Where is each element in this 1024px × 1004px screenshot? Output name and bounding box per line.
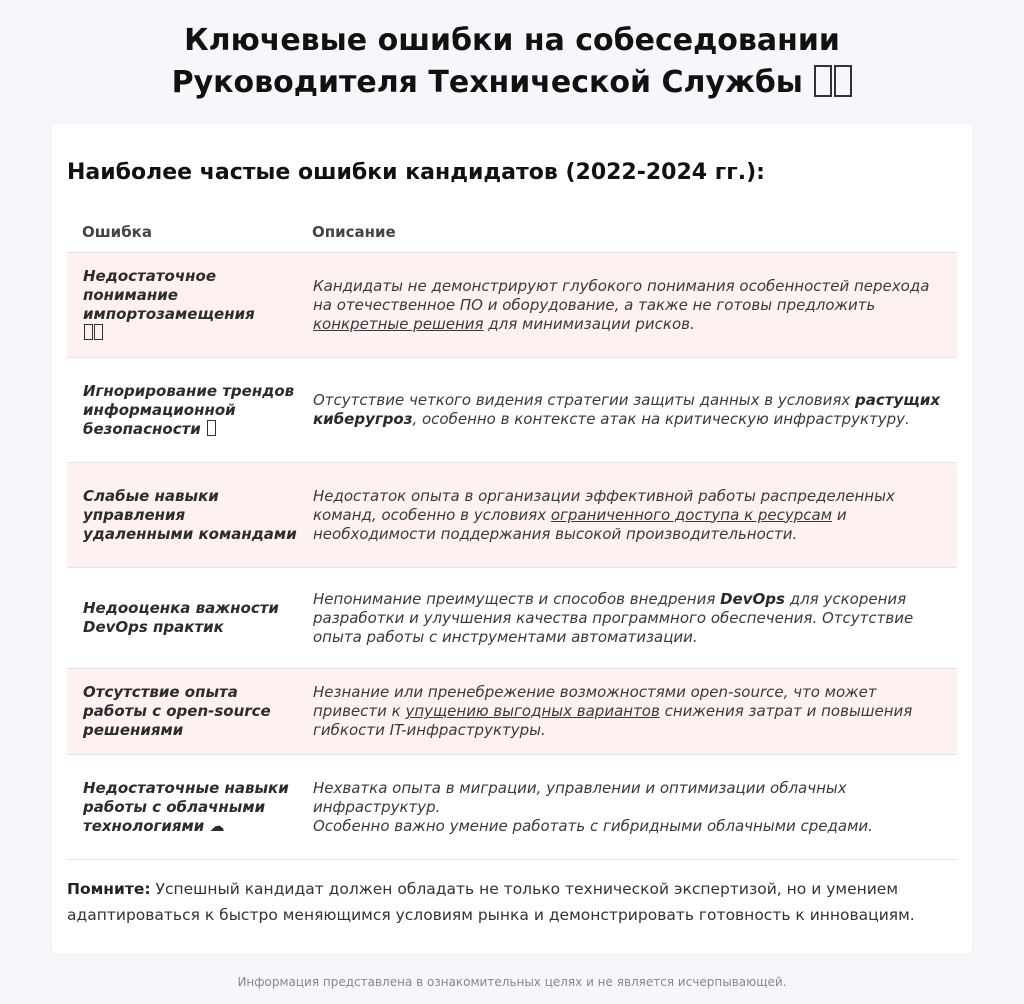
desc-text: снижения затрат и повышения гибкости IT-инфраструктуры. (313, 702, 913, 739)
desc-text: для минимизации рисков. (483, 314, 695, 333)
section-title: Наиболее частые ошибки кандидатов (2022-2024 гг.): (67, 160, 765, 185)
table-header (67, 212, 957, 253)
error-label: Недостаточные навыки работы с облачными технологиями (83, 778, 289, 835)
table-row (67, 669, 957, 755)
desc-text: и необходимости поддержания высокой производительности. (313, 505, 847, 543)
desc-underlined: ограниченного доступа к ресурсам (550, 505, 833, 524)
error-description (297, 590, 957, 647)
content-card (52, 124, 972, 954)
desc-text: Особенно важно умение работать с гибридными облачными средами. (313, 816, 873, 835)
desc-bold: DevOps (720, 589, 785, 608)
reminder-note (67, 876, 957, 928)
desc-underlined: упущению выгодных вариантов (405, 702, 660, 720)
error-name: Отсутствие опыта работы с open-source решениями (83, 683, 271, 739)
desc-bold: растущих киберугроз (313, 391, 941, 428)
unknown-emoji-icon (814, 65, 832, 97)
error-label: Игнорирование трендов информационной безопасности (83, 381, 295, 438)
table-row (67, 463, 957, 568)
errors-table (67, 212, 957, 860)
error-name: Слабые навыки управления удаленными командами (83, 486, 297, 543)
error-name: Недооценка важности DevOps практик (83, 599, 279, 636)
title-line-2: Руководителя Технической Службы (171, 65, 803, 100)
cloud-icon: ☁ (209, 816, 225, 835)
desc-text: для ускорения разработки и улучшения качества программного обеспечения. Отсутствие опыта работы с инструментами автоматизации. (313, 589, 914, 646)
unknown-emoji-icon (207, 420, 216, 436)
table-row (67, 253, 957, 358)
page-title (0, 20, 1024, 104)
unknown-emoji-icon (834, 65, 852, 97)
desc-text: Отсутствие четкого видения стратегии защиты данных в условиях (313, 391, 856, 409)
table-row (67, 358, 957, 463)
error-description (297, 391, 957, 429)
table-row (67, 568, 957, 669)
error-description (297, 487, 957, 544)
unknown-emoji-icon (84, 324, 93, 340)
footer-disclaimer: Информация представлена в ознакомительных целях и не является исчерпывающей. (237, 975, 787, 989)
table-row (67, 755, 957, 860)
header-description: Описание (312, 223, 396, 241)
error-name (67, 779, 297, 836)
error-description (297, 683, 957, 740)
desc-text: Непонимание преимуществ и способов внедрения (313, 589, 721, 608)
error-description (297, 779, 957, 836)
desc-text: Нехватка опыта в миграции, управлении и оптимизации облачных инфраструктур. (313, 778, 847, 816)
desc-text: , особенно в контексте атак на критическую инфраструктуру. (412, 410, 910, 428)
desc-text: Незнание или пренебрежение возможностями open-source, что может привести к (313, 683, 877, 720)
error-label: Недостаточное понимание импортозамещения (83, 267, 255, 323)
desc-underlined: конкретные решения (313, 314, 484, 333)
error-description (297, 277, 957, 334)
desc-text: Кандидаты не демонстрируют глубокого понимания особенностей перехода на отечественное ПО и оборудование, а также не готовы предложить (313, 276, 930, 314)
error-name (67, 382, 297, 439)
reminder-label: Помните: (67, 880, 151, 898)
error-name (67, 267, 297, 343)
header-error: Ошибка (82, 223, 152, 241)
unknown-emoji-icon (94, 324, 103, 340)
reminder-text: Успешный кандидат должен обладать не только технической экспертизой, но и умением адаптироваться к быстро меняющимся условиям рынка и демонстрировать готовность к инновациям. (67, 880, 915, 924)
title-line-1: Ключевые ошибки на собеседовании (184, 23, 840, 58)
desc-text: Недостаток опыта в организации эффективной работы распределенных команд, особенно в условиях (313, 486, 895, 524)
